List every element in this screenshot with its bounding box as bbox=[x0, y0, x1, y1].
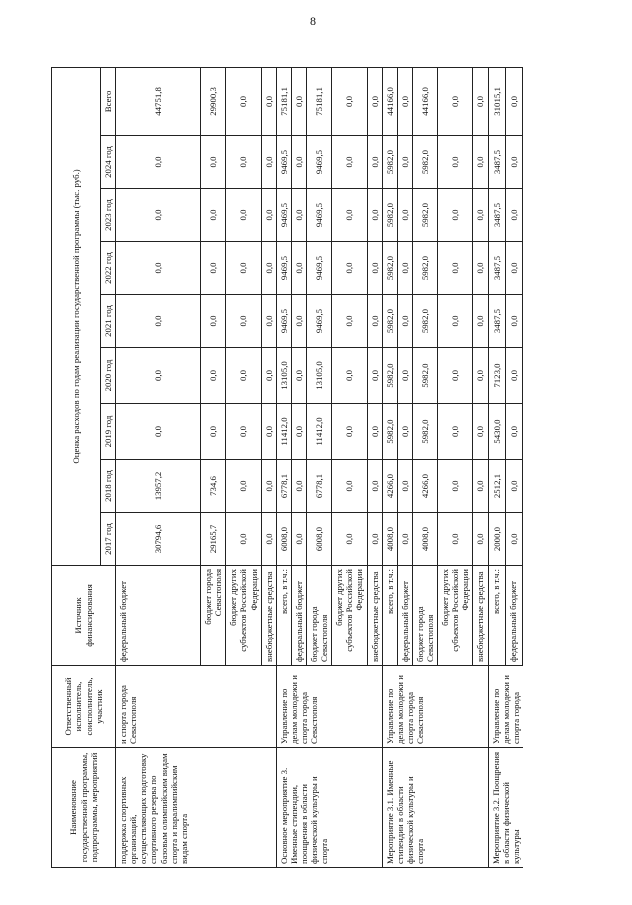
source-cell: внебюджетные средства bbox=[367, 566, 382, 666]
value-cell: 0,0 bbox=[226, 242, 261, 295]
value-cell: 2000,0 bbox=[488, 513, 505, 566]
total-cell: 44166,0 bbox=[412, 67, 437, 135]
program-name-cell: поддержка спортивных организаций, осуществляющих подготовку спортивного резерва по базовым олимпийским видам спорта и паралимпийским видам спорта bbox=[116, 748, 277, 868]
source-cell: федеральный бюджет bbox=[116, 566, 201, 666]
rotated-table-container bbox=[51, 68, 581, 868]
source-cell: федеральный бюджет bbox=[397, 566, 412, 666]
value-cell: 0,0 bbox=[261, 242, 276, 295]
value-cell: 5430,0 bbox=[488, 404, 505, 460]
value-cell: 0,0 bbox=[438, 136, 473, 189]
responsible-cell: Управление по делам молодежи и спорта города bbox=[488, 666, 523, 748]
value-cell: 13105,0 bbox=[276, 348, 291, 404]
year-header: 2018 год bbox=[101, 460, 116, 513]
year-header: 2017 год bbox=[101, 513, 116, 566]
value-cell: 9469,5 bbox=[276, 136, 291, 189]
value-cell: 11412,0 bbox=[306, 404, 331, 460]
total-cell: 0,0 bbox=[226, 67, 261, 135]
value-cell: 0,0 bbox=[397, 513, 412, 566]
value-cell: 0,0 bbox=[116, 348, 201, 404]
value-cell: 0,0 bbox=[367, 295, 382, 348]
value-cell: 9469,5 bbox=[306, 189, 331, 242]
total-cell: 75181,1 bbox=[306, 67, 331, 135]
responsible-cell: Управление по делам молодежи и спорта города Севастополя bbox=[276, 666, 382, 748]
value-cell: 6778,1 bbox=[306, 460, 331, 513]
program-name-cell: Мероприятие 3.1. Именные стипендии в области физической культуры и спорта bbox=[382, 748, 488, 868]
total-cell: 31015,1 bbox=[488, 67, 505, 135]
total-cell: 0,0 bbox=[367, 67, 382, 135]
source-cell: бюджет других субъектов Российской Федерации bbox=[438, 566, 473, 666]
total-cell: 0,0 bbox=[438, 67, 473, 135]
source-cell: всего, в т.ч.: bbox=[276, 566, 291, 666]
total-cell: 29900,3 bbox=[201, 67, 226, 135]
total-header: Всего bbox=[101, 67, 116, 135]
value-cell: 5982,0 bbox=[382, 348, 397, 404]
value-cell: 0,0 bbox=[116, 295, 201, 348]
total-cell: 0,0 bbox=[473, 67, 488, 135]
value-cell: 3487,5 bbox=[488, 295, 505, 348]
value-cell: 5982,0 bbox=[412, 295, 437, 348]
value-cell: 0,0 bbox=[332, 295, 367, 348]
program-name-cell: Основное мероприятие 3. Именные стипендии, поощрения в области физической культуры и спорта bbox=[276, 748, 382, 868]
value-cell: 0,0 bbox=[261, 404, 276, 460]
col-name-header: Наименование государственной программы, подпрограммы, мероприятий bbox=[52, 748, 116, 868]
value-cell: 0,0 bbox=[438, 404, 473, 460]
value-cell: 0,0 bbox=[505, 404, 522, 460]
source-cell: бюджет других субъектов Российской Федерации bbox=[226, 566, 261, 666]
value-cell: 5982,0 bbox=[382, 404, 397, 460]
header-row bbox=[52, 67, 101, 867]
value-cell: 0,0 bbox=[438, 242, 473, 295]
value-cell: 0,0 bbox=[291, 242, 306, 295]
value-cell: 6008,0 bbox=[276, 513, 291, 566]
value-cell: 0,0 bbox=[291, 513, 306, 566]
value-cell: 5982,0 bbox=[412, 348, 437, 404]
value-cell: 6008,0 bbox=[306, 513, 331, 566]
value-cell: 5982,0 bbox=[382, 136, 397, 189]
source-cell: бюджет города Севастополя bbox=[306, 566, 331, 666]
value-cell: 0,0 bbox=[473, 136, 488, 189]
value-cell: 30794,6 bbox=[116, 513, 201, 566]
value-cell: 0,0 bbox=[226, 404, 261, 460]
value-cell: 0,0 bbox=[116, 189, 201, 242]
table-row bbox=[488, 67, 505, 867]
value-cell: 7123,0 bbox=[488, 348, 505, 404]
value-cell: 0,0 bbox=[291, 189, 306, 242]
value-cell: 6778,1 bbox=[276, 460, 291, 513]
value-cell: 0,0 bbox=[397, 348, 412, 404]
value-cell: 0,0 bbox=[332, 189, 367, 242]
value-cell: 5982,0 bbox=[412, 404, 437, 460]
value-cell: 3487,5 bbox=[488, 136, 505, 189]
source-cell: бюджет города Севастополя bbox=[412, 566, 437, 666]
value-cell: 0,0 bbox=[201, 189, 226, 242]
value-cell: 0,0 bbox=[473, 189, 488, 242]
value-cell: 0,0 bbox=[116, 136, 201, 189]
value-cell: 0,0 bbox=[473, 460, 488, 513]
value-cell: 0,0 bbox=[473, 513, 488, 566]
value-cell: 9469,5 bbox=[306, 136, 331, 189]
value-cell: 0,0 bbox=[116, 242, 201, 295]
value-cell: 5982,0 bbox=[412, 189, 437, 242]
value-cell: 3487,5 bbox=[488, 242, 505, 295]
value-cell: 0,0 bbox=[438, 513, 473, 566]
value-cell: 0,0 bbox=[261, 348, 276, 404]
value-cell: 4266,0 bbox=[382, 460, 397, 513]
value-cell: 4008,0 bbox=[382, 513, 397, 566]
total-cell: 0,0 bbox=[397, 67, 412, 135]
value-cell: 0,0 bbox=[201, 136, 226, 189]
year-header: 2024 год bbox=[101, 136, 116, 189]
value-cell: 5982,0 bbox=[382, 295, 397, 348]
value-cell: 0,0 bbox=[367, 460, 382, 513]
value-cell: 9469,5 bbox=[276, 295, 291, 348]
value-cell: 4008,0 bbox=[412, 513, 437, 566]
year-header: 2023 год bbox=[101, 189, 116, 242]
responsible-cell: Управление по делам молодежи и спорта города Севастополя bbox=[382, 666, 488, 748]
value-cell: 0,0 bbox=[505, 295, 522, 348]
total-cell: 44166,0 bbox=[382, 67, 397, 135]
value-cell: 0,0 bbox=[291, 295, 306, 348]
value-cell: 5982,0 bbox=[382, 189, 397, 242]
value-cell: 734,6 bbox=[201, 460, 226, 513]
value-cell: 5982,0 bbox=[412, 242, 437, 295]
value-cell: 0,0 bbox=[332, 513, 367, 566]
value-cell: 13105,0 bbox=[306, 348, 331, 404]
value-cell: 0,0 bbox=[226, 136, 261, 189]
value-cell: 0,0 bbox=[438, 348, 473, 404]
table-row bbox=[116, 67, 201, 867]
value-cell: 0,0 bbox=[505, 136, 522, 189]
value-cell: 0,0 bbox=[291, 136, 306, 189]
source-cell: федеральный бюджет bbox=[505, 566, 522, 666]
value-cell: 0,0 bbox=[367, 242, 382, 295]
value-cell: 0,0 bbox=[226, 189, 261, 242]
value-cell: 0,0 bbox=[367, 189, 382, 242]
value-cell: 29165,7 bbox=[201, 513, 226, 566]
value-cell: 0,0 bbox=[473, 295, 488, 348]
value-cell: 0,0 bbox=[505, 189, 522, 242]
value-cell: 4266,0 bbox=[412, 460, 437, 513]
year-header: 2022 год bbox=[101, 242, 116, 295]
source-cell: всего, в т.ч.: bbox=[488, 566, 505, 666]
value-cell: 0,0 bbox=[332, 404, 367, 460]
value-cell: 0,0 bbox=[367, 404, 382, 460]
year-header: 2019 год bbox=[101, 404, 116, 460]
year-header: 2020 год bbox=[101, 348, 116, 404]
source-cell: внебюджетные средства bbox=[261, 566, 276, 666]
value-cell: 0,0 bbox=[367, 348, 382, 404]
value-cell: 0,0 bbox=[201, 242, 226, 295]
value-cell: 0,0 bbox=[261, 460, 276, 513]
col-estimate-header: Оценка расходов по годам реализации государственной программы (тыс. руб.) bbox=[52, 67, 101, 565]
value-cell: 0,0 bbox=[397, 136, 412, 189]
value-cell: 0,0 bbox=[505, 513, 522, 566]
value-cell: 0,0 bbox=[201, 295, 226, 348]
year-header: 2021 год bbox=[101, 295, 116, 348]
total-cell: 0,0 bbox=[261, 67, 276, 135]
value-cell: 0,0 bbox=[473, 404, 488, 460]
value-cell: 9469,5 bbox=[276, 189, 291, 242]
value-cell: 0,0 bbox=[332, 136, 367, 189]
value-cell: 0,0 bbox=[291, 460, 306, 513]
value-cell: 0,0 bbox=[473, 348, 488, 404]
value-cell: 0,0 bbox=[332, 460, 367, 513]
value-cell: 0,0 bbox=[226, 513, 261, 566]
value-cell: 0,0 bbox=[438, 460, 473, 513]
value-cell: 0,0 bbox=[261, 513, 276, 566]
value-cell: 0,0 bbox=[116, 404, 201, 460]
value-cell: 0,0 bbox=[226, 295, 261, 348]
responsible-cell: и спорта города Севастополя bbox=[116, 666, 277, 748]
value-cell: 9469,5 bbox=[306, 242, 331, 295]
total-cell: 0,0 bbox=[332, 67, 367, 135]
value-cell: 11412,0 bbox=[276, 404, 291, 460]
value-cell: 0,0 bbox=[505, 242, 522, 295]
value-cell: 0,0 bbox=[438, 189, 473, 242]
total-cell: 75181,1 bbox=[276, 67, 291, 135]
value-cell: 0,0 bbox=[367, 513, 382, 566]
value-cell: 0,0 bbox=[438, 295, 473, 348]
value-cell: 5982,0 bbox=[382, 242, 397, 295]
budget-table bbox=[51, 67, 523, 868]
value-cell: 3487,5 bbox=[488, 189, 505, 242]
value-cell: 0,0 bbox=[397, 460, 412, 513]
value-cell: 0,0 bbox=[397, 242, 412, 295]
source-cell: бюджет других субъектов Российской Федерации bbox=[332, 566, 367, 666]
value-cell: 9469,5 bbox=[306, 295, 331, 348]
value-cell: 0,0 bbox=[397, 295, 412, 348]
total-cell: 44751,8 bbox=[116, 67, 201, 135]
table-row bbox=[276, 67, 291, 867]
source-cell: всего, в т.ч.: bbox=[382, 566, 397, 666]
value-cell: 0,0 bbox=[291, 404, 306, 460]
value-cell: 2512,1 bbox=[488, 460, 505, 513]
source-cell: внебюджетные средства bbox=[473, 566, 488, 666]
page-number: 8 bbox=[310, 14, 316, 28]
value-cell: 0,0 bbox=[201, 348, 226, 404]
value-cell: 9469,5 bbox=[276, 242, 291, 295]
value-cell: 0,0 bbox=[397, 404, 412, 460]
value-cell: 0,0 bbox=[397, 189, 412, 242]
value-cell: 5982,0 bbox=[412, 136, 437, 189]
source-cell: бюджет города Севастополя bbox=[201, 566, 226, 666]
value-cell: 0,0 bbox=[505, 348, 522, 404]
col-source-header: Источник финансирования bbox=[52, 566, 116, 666]
source-cell: федеральный бюджет bbox=[291, 566, 306, 666]
value-cell: 0,0 bbox=[473, 242, 488, 295]
value-cell: 0,0 bbox=[367, 136, 382, 189]
value-cell: 0,0 bbox=[226, 348, 261, 404]
value-cell: 0,0 bbox=[261, 136, 276, 189]
value-cell: 0,0 bbox=[201, 404, 226, 460]
program-name-cell: Мероприятие 3.2. Поощрения в области физической культуры bbox=[488, 748, 523, 868]
value-cell: 0,0 bbox=[332, 242, 367, 295]
value-cell: 0,0 bbox=[261, 295, 276, 348]
total-cell: 0,0 bbox=[291, 67, 306, 135]
value-cell: 0,0 bbox=[291, 348, 306, 404]
value-cell: 0,0 bbox=[332, 348, 367, 404]
value-cell: 0,0 bbox=[226, 460, 261, 513]
value-cell: 0,0 bbox=[261, 189, 276, 242]
total-cell: 0,0 bbox=[505, 67, 522, 135]
value-cell: 0,0 bbox=[505, 460, 522, 513]
value-cell: 13957,2 bbox=[116, 460, 201, 513]
col-responsible-header: Ответственный исполнитель, соисполнитель, участник bbox=[52, 666, 116, 748]
table-row bbox=[382, 67, 397, 867]
